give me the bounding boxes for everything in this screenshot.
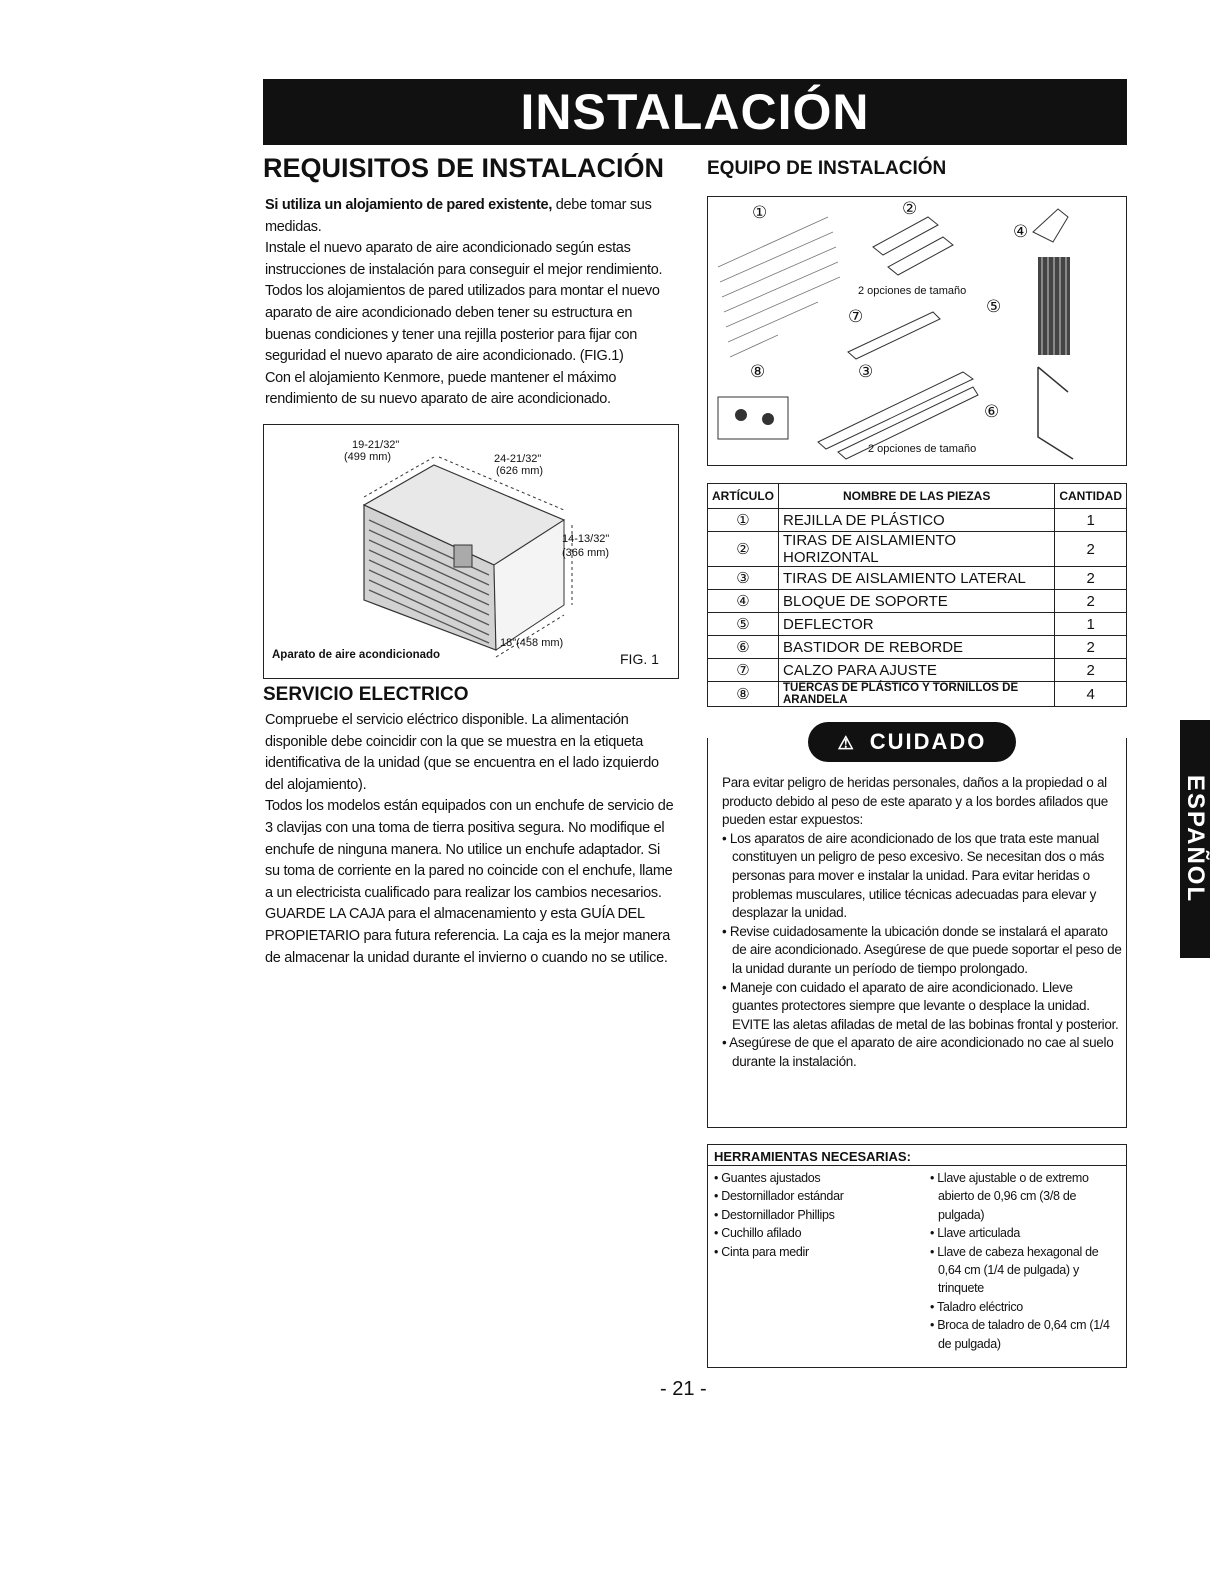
row-num: ⑤ [708, 613, 779, 636]
table-row [708, 509, 1127, 532]
dim-sleeve: 18"(458 mm) [500, 637, 564, 649]
row-qty: 2 [1055, 532, 1127, 567]
language-tab-label: ESPAÑOL [1182, 774, 1209, 904]
air-conditioner-illustration [264, 425, 678, 678]
caution-badge [808, 722, 1016, 762]
dim-depth-mm: (626 mm) [496, 465, 544, 477]
caution-bullet: • Revise cuidadosamente la ubicación donde se instalará el aparato de aire acondicionado. Asegúrese de que puede soportar el peso de la unidad durante un período de tiempo prolongado. [722, 923, 1122, 976]
table-row [708, 659, 1127, 682]
dim-width-mm: (499 mm) [344, 451, 392, 463]
row-qty: 1 [1055, 613, 1127, 636]
callout-7: ⑦ [848, 307, 864, 326]
tool-item: • Guantes ajustados [714, 1171, 821, 1185]
equipment-illustration [708, 197, 1125, 464]
intro-bold: Si utiliza un alojamiento de pared existente, [265, 197, 553, 213]
tools-list-right [930, 1169, 1124, 1353]
section-title-equipment: EQUIPO DE INSTALACIÓN [707, 158, 947, 179]
section-title-requirements: REQUISITOS DE INSTALACIÓN [263, 153, 665, 183]
callout-2: ② [902, 199, 918, 218]
row-num: ① [708, 509, 779, 532]
table-row [708, 636, 1127, 659]
electric-text [265, 710, 677, 969]
header-qty: CANTIDAD [1055, 484, 1127, 509]
table-row [708, 613, 1127, 636]
tool-item: • Llave ajustable o de extremo abierto de 0,96 cm (3/8 de pulgada) [930, 1171, 1089, 1222]
callout-6: ⑥ [984, 402, 1000, 421]
tool-item: • Destornillador estándar [714, 1189, 844, 1204]
row-qty: 2 [1055, 590, 1127, 613]
row-qty: 2 [1055, 567, 1127, 590]
electric-paragraph-1: Compruebe el servicio eléctrico disponible. La alimentación disponible debe coincidir con la que se muestra en la etiqueta identificativa de la unidad (que se encuentra en el lado izquierdo del alojamiento). [265, 712, 659, 793]
caution-bullet: • Los aparatos de aire acondicionado de los que trata este manual constituyen un peligro de peso excesivo. Se necesitan dos o más personas para mover e instalar la unidad. Para evitar heridas o problemas musculares, utilice técnicas adecuadas para elevar y desplazar la unidad. [722, 830, 1105, 921]
figure-1 [263, 424, 679, 679]
page-number: - 21 - [660, 1378, 707, 1400]
tools-title: HERRAMIENTAS NECESARIAS: [714, 1149, 911, 1164]
row-name: TIRAS DE AISLAMIENTO HORIZONTAL [779, 532, 1055, 567]
tools-list-left [714, 1169, 914, 1261]
header-name: NOMBRE DE LAS PIEZAS [779, 484, 1055, 509]
caution-label: CUIDADO [869, 729, 987, 754]
dim-depth: 24-21/32" [494, 453, 542, 465]
table-row [708, 532, 1127, 567]
callout-3: ③ [858, 362, 874, 381]
row-qty: 1 [1055, 509, 1127, 532]
callout-4: ④ [1013, 222, 1029, 241]
equipment-figure [707, 196, 1127, 466]
row-name: REJILLA DE PLÁSTICO [779, 509, 1055, 532]
dim-height-mm: (366 mm) [562, 547, 610, 559]
row-qty: 2 [1055, 659, 1127, 682]
tool-item: • Llave de cabeza hexagonal de 0,64 cm (1/4 de pulgada) y trinquete [930, 1244, 1099, 1296]
caution-intro: Para evitar peligro de heridas personales, daños a la propiedad o al producto debido al peso de este aparato y a los bordes afilados que pueden estar expuestos: [722, 775, 1108, 828]
row-num: ④ [708, 590, 779, 613]
tool-item: • Cinta para medir [714, 1244, 809, 1259]
figure-caption-left: Aparato de aire acondicionado [272, 649, 441, 661]
section-title-electric: SERVICIO ELECTRICO [263, 684, 469, 705]
callout-1: ① [752, 203, 768, 222]
row-num: ③ [708, 567, 779, 590]
page-banner: INSTALACIÓN [263, 79, 1127, 145]
requirements-text [265, 195, 677, 411]
row-name: BLOQUE DE SOPORTE [779, 590, 1055, 613]
row-name: BASTIDOR DE REBORDE [779, 636, 1055, 659]
tool-item: • Cuchillo afilado [714, 1226, 802, 1241]
header-item: ARTÍCULO [708, 484, 779, 509]
tool-item: • Destornillador Phillips [714, 1207, 835, 1222]
tool-item: • Taladro eléctrico [930, 1299, 1023, 1314]
row-num: ⑦ [708, 659, 779, 682]
language-tab [1180, 720, 1210, 958]
dim-width: 19-21/32" [352, 439, 400, 451]
row-num: ② [708, 532, 779, 567]
figure-caption: FIG. 1 [620, 651, 659, 667]
warning-icon: ⚠ [837, 733, 856, 753]
table-header [708, 484, 1127, 509]
electric-paragraph-2: Todos los modelos están equipados con un enchufe de servicio de 3 clavijas con una toma de tierra positiva segura. No modifique el enchufe de ninguna manera. No utilice un enchufe adaptador. Si su toma de corriente en la pared no coincide con el enchufe, llame a un electricista cualificado para realizar los cambios necesarios. GUARDE LA CAJA para el almacenamiento y esta GUÍA DEL PROPIETARIO para futura referencia. La caja es la mejor manera de almacenar la unidad durante el invierno o cuando no se utilice. [265, 798, 674, 966]
dim-height: 14-13/32" [562, 533, 610, 545]
caution-bullet: • Asegúrese de que el aparato de aire acondicionado no cae al suelo durante la instalación. [722, 1035, 1114, 1069]
row-name: TIRAS DE AISLAMIENTO LATERAL [779, 567, 1055, 590]
tools-box [707, 1144, 1127, 1368]
callout-5: ⑤ [986, 297, 1002, 316]
row-qty: 4 [1055, 682, 1127, 707]
size-options-1: 2 opciones de tamaño [858, 285, 967, 297]
table-row [708, 682, 1127, 707]
row-num: ⑧ [708, 682, 779, 707]
requirements-paragraph: Instale el nuevo aparato de aire acondicionado según estas instrucciones de instalación para conseguir el mejor rendimiento. Todos los alojamientos de pared utilizados para montar el nuevo aparato de aire acondicionado deben tener su estructura en buenas condiciones y tener una rejilla posterior para fijar con seguridad el nuevo aparato de aire acondicionado. (FIG.1) [265, 240, 663, 365]
parts-table [707, 483, 1127, 707]
caution-text [722, 774, 1122, 1072]
row-name: DEFLECTOR [779, 613, 1055, 636]
tool-item: • Broca de taladro de 0,64 cm (1/4 de pulgada) [930, 1318, 1110, 1351]
callout-8: ⑧ [750, 362, 766, 381]
row-name: TUERCAS DE PLÁSTICO Y TORNILLOS DE ARANDELA [779, 682, 1055, 707]
tool-item: • Llave articulada [930, 1226, 1021, 1241]
table-row [708, 590, 1127, 613]
kenmore-paragraph: Con el alojamiento Kenmore, puede mantener el máximo rendimiento de su nuevo aparato de aire acondicionado. [265, 369, 617, 408]
caution-bullet: • Maneje con cuidado el aparato de aire acondicionado. Lleve guantes protectores siempre que levante o desplace la unidad. EVITE las aletas afiladas de metal de las bobinas frontal y posterior. [722, 979, 1119, 1032]
row-name: CALZO PARA AJUSTE [779, 659, 1055, 682]
size-options-2: 2 opciones de tamaño [868, 443, 977, 455]
row-qty: 2 [1055, 636, 1127, 659]
tools-divider [708, 1165, 1126, 1166]
table-row [708, 567, 1127, 590]
row-num: ⑥ [708, 636, 779, 659]
intro-rest: debe tomar sus medidas. [265, 197, 652, 235]
